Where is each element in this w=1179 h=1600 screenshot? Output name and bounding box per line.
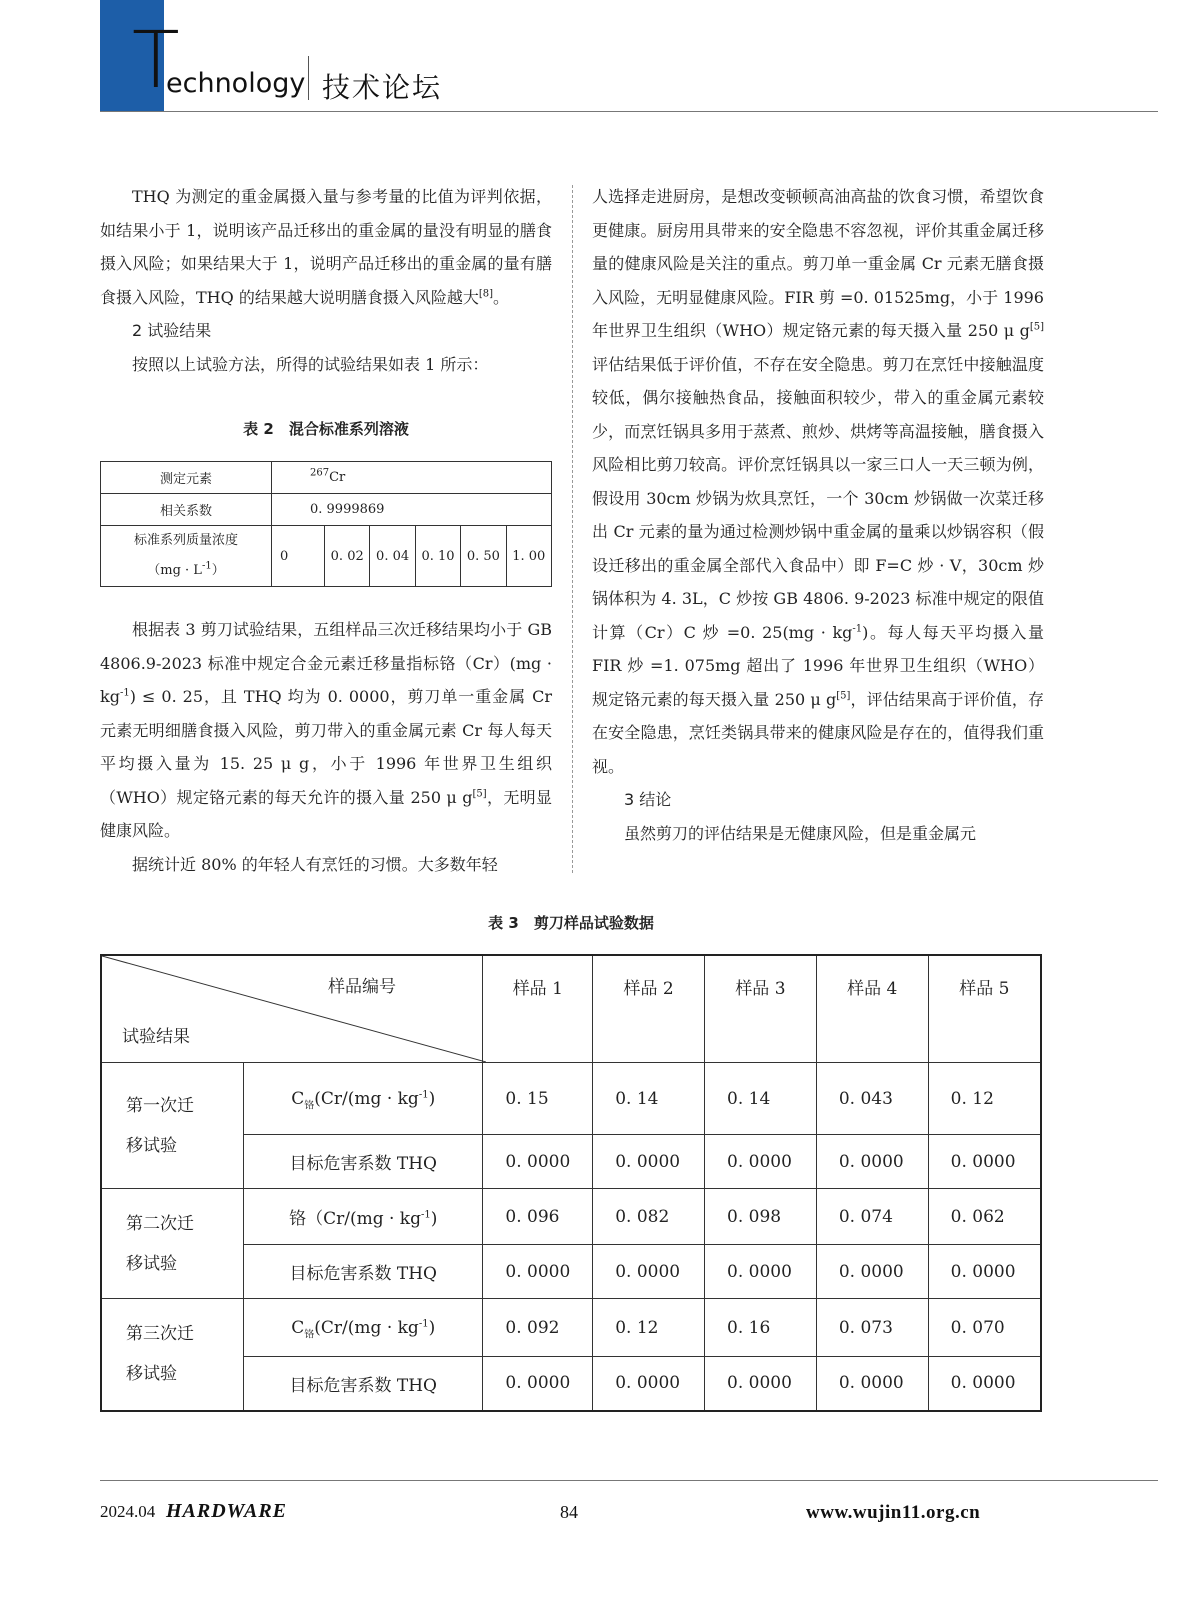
footer-magazine: HARDWARE <box>166 1500 287 1522</box>
thq-cell: 0. 0000 <box>705 1245 817 1299</box>
sample-header: 样品 1 <box>483 955 593 1063</box>
sample-header: 样品 5 <box>928 955 1041 1063</box>
thq-label: 目标危害系数 THQ <box>244 1357 483 1411</box>
thq-cell: 0. 0000 <box>705 1357 817 1411</box>
citation: [8] <box>478 288 494 300</box>
citation: [5] <box>1029 321 1044 333</box>
value-cell: 0. 092 <box>483 1299 593 1357</box>
header-rule <box>100 111 1158 112</box>
left-paragraph-2: 按照以上试验方法，所得的试验结果如表 1 所示： <box>132 354 489 374</box>
corner-top-label: 样品编号 <box>328 977 396 997</box>
right-paragraph-2: 虽然剪刀的评估结果是无健康风险，但是重金属元 <box>624 823 977 843</box>
header-technology: echnology <box>166 68 306 99</box>
value-cell: 0. 12 <box>928 1063 1041 1135</box>
value-cell: 0. 062 <box>928 1189 1041 1245</box>
value-cell: 0. 096 <box>483 1189 593 1245</box>
right-paragraph-1: 人选择走进厨房，是想改变顿顿高油高盐的饮食习惯，希望饮食更健康。厨房用具带来的安全隐患不容忽视，评价其重金属迁移量的健康风险是关注的重点。剪刀单一重金属 Cr 元素无膳食摄入风险，无明显健康风险。FIR 剪 =0. 01525mg，小于 1996 年世界卫生组织（WHO）规定铬元素的每天摄入量 250 μ g[5] 评估结果低于评价值，不存在安全隐患。剪刀在烹饪中接触温度较低，偶尔接触热食品，接触面积较少，带入的重金属元素较少，而烹饪锅具多用于蒸煮、煎炒、烘烤等高温接触，膳食摄入风险相比剪刀较高。评价烹饪锅具以一家三口人一天三顿为例，假设用 30cm 炒锅为炊具烹饪，一个 30cm 炒锅做一次菜迁移出 Cr 元素的量为通过检测炒锅中重金属的量乘以炒锅容积（假设迁移出的重金属全部代入食品中）即 F=C 炒 · V，30cm 炒锅体积为 4. 3L，C 炒按 GB 4806. 9-2023 标准中规定的限值计算（Cr）C 炒 =0. $25(mg \cdot kg^{-1})$。每人每天平均摄入量 FIR 炒 =1. 075mg 超出了 1996 年世界卫生组织（WHO）规定铬元素的每天摄入量 250 μ g[5]，评估结果高于评价值，存在安全隐患，烹饪类锅具带来的健康风险是存在的，值得我们重视。 <box>592 187 1044 776</box>
table2-cell: 0. 9999869 <box>272 494 552 526</box>
thq-cell: 0. 0000 <box>816 1135 928 1189</box>
value-cell: 0. 12 <box>593 1299 705 1357</box>
thq-cell: 0. 0000 <box>705 1135 817 1189</box>
citation: [5] <box>836 690 851 702</box>
left-column <box>100 180 552 381</box>
footer-url: www.wujin11.org.cn <box>806 1502 981 1523</box>
measure-item: $C_铬(Cr/(mg \cdot kg^{-1})$ <box>244 1299 483 1357</box>
table2-cell: 相关系数 <box>101 494 272 526</box>
test-group-label: 第三次迁 移试验 <box>101 1299 244 1411</box>
header-section-title: 技术论坛 <box>322 71 443 104</box>
thq-label: 目标危害系数 THQ <box>244 1245 483 1299</box>
value-cell: 0. 043 <box>816 1063 928 1135</box>
value-cell: 0. 15 <box>483 1063 593 1135</box>
table2-cell: $^{267}$Cr <box>272 462 552 494</box>
table3-body <box>101 1063 1041 1411</box>
table2-row <box>101 462 552 494</box>
thq-cell: 0. 0000 <box>483 1245 593 1299</box>
left-paragraph-4: 据统计近 80% 的年轻人有烹饪的习惯。大多数年轻 <box>132 854 498 874</box>
table2-caption: 表 2 混合标准系列溶液 <box>243 420 409 438</box>
value-cell: 0. 098 <box>705 1189 817 1245</box>
footer-date: 2024.04 <box>100 1502 156 1521</box>
value-cell: 0. 074 <box>816 1189 928 1245</box>
thq-cell: 0. 0000 <box>593 1357 705 1411</box>
thq-cell: 0. 0000 <box>816 1245 928 1299</box>
corner-bottom-label: 试验结果 <box>122 1027 190 1047</box>
left-paragraph-1: THQ 为测定的重金属摄入量与参考量的比值为评判依据，如结果小于 1，说明该产品迁移出的重金属的量没有明显的膳食摄入风险；如果结果大于 1，说明产品迁移出的重金属的量有膳食摄入风险，THQ 的结果越大说明膳食摄入风险越大[8]。 <box>100 187 552 307</box>
table2-row <box>101 526 552 587</box>
left-column-lower <box>100 613 552 881</box>
table2-cell: 0 <box>272 526 325 587</box>
table2-cell: 标准系列质量浓度 $(mg \cdot L^{-1})$ <box>101 526 272 587</box>
value-cell: 0. 14 <box>593 1063 705 1135</box>
thq-cell: 0. 0000 <box>816 1357 928 1411</box>
value-cell: 0. 073 <box>816 1299 928 1357</box>
section-heading-2: 2 试验结果 <box>132 321 212 340</box>
footer-rule <box>100 1480 1158 1481</box>
table2-cell: 0. 04 <box>370 526 415 587</box>
sample-header: 样品 2 <box>593 955 705 1063</box>
left-paragraph-3: 根据表 3 剪刀试验结果，五组样品三次迁移结果均小于 GB 4806.9-2023 标准中规定合金元素迁移量指标铬$(Cr)(mg \cdot kg^{-1}) \le 0$. 25，且 THQ 均为 0. 0000，剪刀单一重金属 Cr 元素无明细膳食摄入风险，剪刀带入的重金属元素 Cr 每人每天平均摄入量为 15. 25 μ g，小于 1996 年世界卫生组织（WHO）规定铬元素的每天允许的摄入量 250 μ g[5]，无明显健康风险。 <box>100 620 552 840</box>
table3-header-row <box>101 955 1041 1063</box>
sample-header: 样品 4 <box>816 955 928 1063</box>
value-cell: 0. 082 <box>593 1189 705 1245</box>
thq-cell: 0. 0000 <box>593 1245 705 1299</box>
table2-cell: 0. 10 <box>415 526 460 587</box>
table2-cell: 0. 50 <box>461 526 506 587</box>
section-heading-3: 3 结论 <box>624 790 672 809</box>
table2-cell: 0. 02 <box>325 526 370 587</box>
right-column <box>592 180 1044 850</box>
table3-corner-cell <box>101 955 483 1063</box>
page-number: 84 <box>560 1502 578 1522</box>
table3-row <box>101 1299 1041 1357</box>
table2 <box>100 461 552 587</box>
value-cell: 0. 14 <box>705 1063 817 1135</box>
table3-row <box>101 1063 1041 1135</box>
thq-cell: 0. 0000 <box>483 1357 593 1411</box>
thq-cell: 0. 0000 <box>928 1245 1041 1299</box>
measure-item: $C_铬(Cr/(mg \cdot kg^{-1})$ <box>244 1063 483 1135</box>
table2-cell: 测定元素 <box>101 462 272 494</box>
table2-row <box>101 494 552 526</box>
thq-cell: 0. 0000 <box>483 1135 593 1189</box>
thq-cell: 0. 0000 <box>593 1135 705 1189</box>
measure-item: 铬（$Cr/(mg \cdot kg^{-1})$ <box>244 1189 483 1245</box>
thq-cell: 0. 0000 <box>928 1135 1041 1189</box>
table3-row <box>101 1189 1041 1245</box>
column-divider <box>572 185 573 873</box>
thq-label: 目标危害系数 THQ <box>244 1135 483 1189</box>
value-cell: 0. 16 <box>705 1299 817 1357</box>
header-separator <box>308 56 309 100</box>
citation: [5] <box>472 788 487 800</box>
header-letter-t: T <box>132 16 180 106</box>
table3-caption: 表 3 剪刀样品试验数据 <box>488 914 654 932</box>
thq-cell: 0. 0000 <box>928 1357 1041 1411</box>
table2-cell: 1. 00 <box>506 526 551 587</box>
test-group-label: 第二次迁 移试验 <box>101 1189 244 1299</box>
sample-header: 样品 3 <box>705 955 817 1063</box>
test-group-label: 第一次迁 移试验 <box>101 1063 244 1189</box>
value-cell: 0. 070 <box>928 1299 1041 1357</box>
table3 <box>100 954 1042 1412</box>
